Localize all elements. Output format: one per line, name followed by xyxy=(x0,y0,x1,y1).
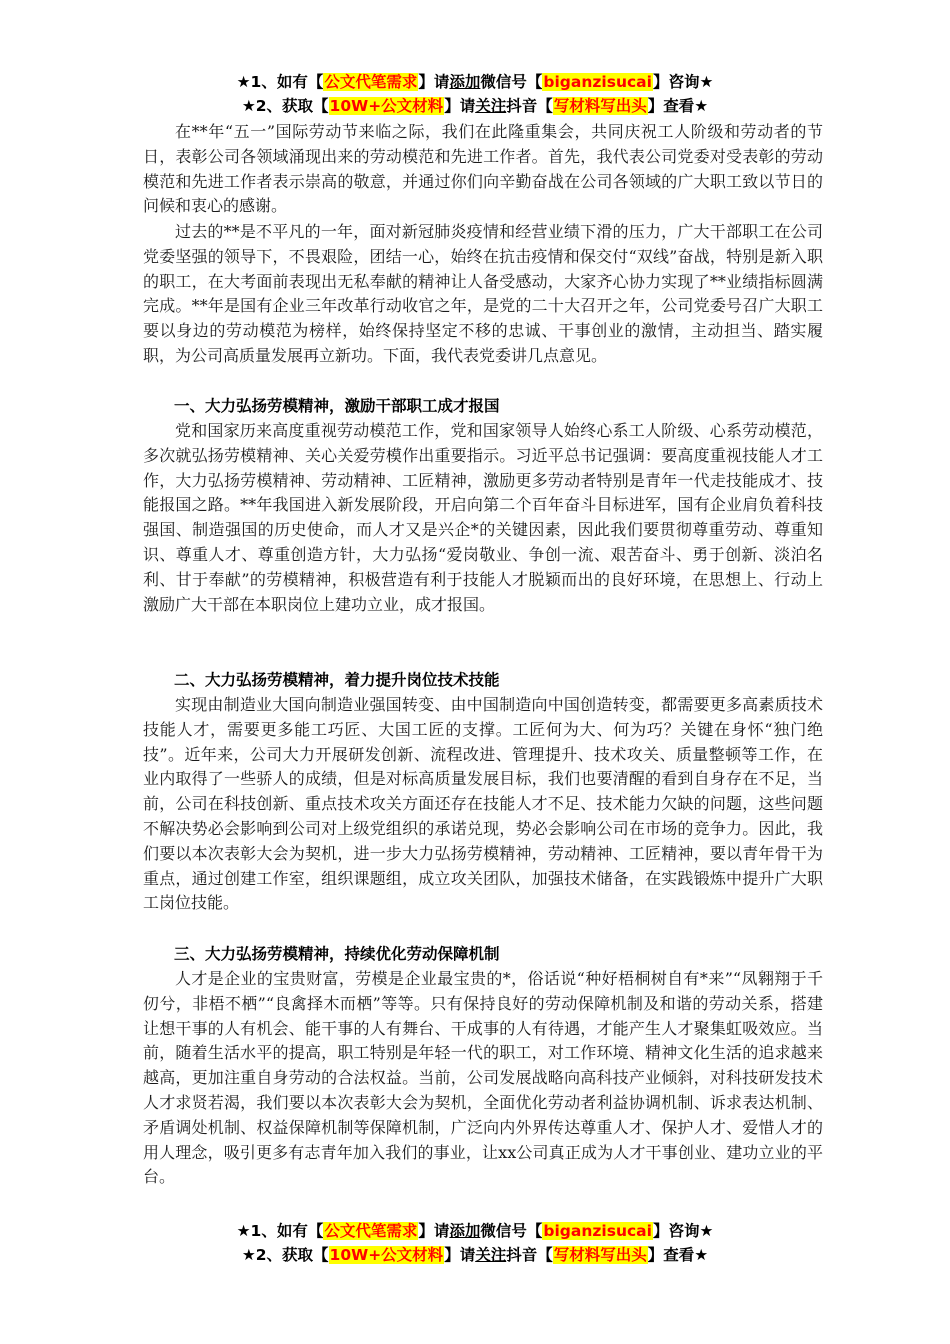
bottom-banner-line-2 xyxy=(0,1243,950,1267)
paragraph-section-3: 人才是企业的宝贵财富，劳模是企业最宝贵的*，俗话说“种好梧桐树自有*来”“凤翱翔于千仞兮，非梧不栖”“良禽择木而栖”等等。只有保持良好的劳动保障机制及和谐的劳动关系，搭建让想干事的人有机会、能干事的人有舞台、干成事的人有待遇，才能产生人才聚集虹吸效应。当前，随着生活水平的提高，职工特别是年轻一代的职工，对工作环境、精神文化生活的追求越来越高，更加注重自身劳动的合法权益。当前，公司发展战略向高科技产业倾斜，对科技研发技术人才求贤若渴，我们要以本次表彰大会为契机，全面优化劳动者利益协调机制、诉求表达机制、矛盾调处机制、权益保障机制等保障机制，广泛向内外界传达尊重人才、保护人才、爱惜人才的用人理念，吸引更多有志青年加入我们的事业，让xx公司真正成为人才干事创业、建功立业的平台。 xyxy=(143,969,823,1187)
highlight-douyin-id: 写材料写出头 xyxy=(553,97,647,115)
banner-text: ★2、获取【 xyxy=(241,1246,329,1264)
banner-text: 】请 xyxy=(444,1246,476,1264)
banner-text: 微信号【 xyxy=(480,73,543,91)
banner-text: 微信号【 xyxy=(480,1222,543,1240)
underlined-word: 关注 xyxy=(475,1246,507,1264)
banner-text: 】查看★ xyxy=(647,1246,709,1264)
underlined-word: 添加 xyxy=(449,73,481,91)
banner-text: ★1、如有【 xyxy=(236,73,324,91)
paragraph-past-year: 过去的**是不平凡的一年，面对新冠肺炎疫情和经营业绩下滑的压力，广大干部职工在公司党委坚强的领导下，不畏艰险，团结一心，始终在抗击疫情和保交付“双线”奋战，特别是新入职的职工，在大考面前表现出无私奉献的精神让人备受感动，大家齐心协力实现了**业绩指标圆满完成。**年是国有企业三年改革行动收官之年，是党的二十大召开之年，公司党委号召广大职工要以身边的劳动模范为榜样，始终保持坚定不移的忠诚、干事创业的激情，主动担当、踏实履职，为公司高质量发展再立新功。下面，我代表党委讲几点意见。 xyxy=(143,222,823,365)
bottom-banner-line-1 xyxy=(0,1219,950,1243)
banner-text: 】请 xyxy=(444,97,476,115)
underlined-word: 关注 xyxy=(475,97,507,115)
banner-text: 抖音【 xyxy=(506,97,553,115)
section-heading-1: 一、大力弘扬劳模精神，激励干部职工成才报国 xyxy=(174,397,500,415)
highlight-materials: 10W+公文材料 xyxy=(329,1246,444,1264)
highlight-service: 公文代笔需求 xyxy=(324,1222,418,1240)
paragraph-section-1: 党和国家历来高度重视劳动模范工作，党和国家领导人始终心系工人阶级、心系劳动模范，多次就弘扬劳模精神、关心关爱劳模作出重要指示。习近平总书记强调：要高度重视技能人才工作，大力弘扬劳模精神、劳动精神、工匠精神，激励更多劳动者特别是青年一代走技能成才、技能报国之路。**年我国进入新发展阶段，开启向第二个百年奋斗目标进军，国有企业肩负着科技强国、制造强国的历史使命，而人才又是兴企*的关键因素，因此我们要贯彻尊重劳动、尊重知识、尊重人才、尊重创造方针，大力弘扬“爱岗敬业、争创一流、艰苦奋斗、勇于创新、淡泊名利、甘于奉献”的劳模精神，积极营造有利于技能人才脱颖而出的良好环境，在思想上、行动上激励广大干部在本职岗位上建功立业，成才报国。 xyxy=(143,421,823,614)
highlight-service: 公文代笔需求 xyxy=(324,73,418,91)
banner-text: 】查看★ xyxy=(647,97,709,115)
banner-text: 】请 xyxy=(418,73,450,91)
section-heading-2: 二、大力弘扬劳模精神，着力提升岗位技术技能 xyxy=(174,671,500,689)
banner-text: 】请 xyxy=(418,1222,450,1240)
paragraph-intro: 在**年“五一”国际劳动节来临之际，我们在此隆重集会，共同庆祝工人阶级和劳动者的节日，表彰公司各领域涌现出来的劳动模范和先进工作者。首先，我代表公司党委对受表彰的劳动模范和先进工作者表示崇高的敬意，并通过你们向辛勤奋战在公司各领域的广大职工致以节日的问候和衷心的感谢。 xyxy=(143,122,823,216)
top-banner-line-2 xyxy=(0,94,950,118)
paragraph-section-2: 实现由制造业大国向制造业强国转变、由中国制造向中国创造转变，都需要更多高素质技术技能人才，需要更多能工巧匠、大国工匠的支撑。工匠何为大、何为巧？关键在身怀“独门绝技”。近年来，公司大力开展研发创新、流程改进、管理提升、技术攻关、质量整顿等工作，在业内取得了一些骄人的成绩，但是对标高质量发展目标，我们也要清醒的看到自身存在不足，当前，公司在科技创新、重点技术攻关方面还存在技能人才不足、技术能力欠缺的问题，这些问题不解决势必会影响到公司对上级党组织的承诺兑现，势必会影响公司在市场的竞争力。因此，我们要以本次表彰大会为契机，进一步大力弘扬劳模精神，劳动精神、工匠精神，要以青年骨干为重点，通过创建工作室，组织课题组，成立攻关团队，加强技术储备，在实践锻炼中提升广大职工岗位技能。 xyxy=(143,695,823,913)
banner-text: ★1、如有【 xyxy=(236,1222,324,1240)
highlight-douyin-id: 写材料写出头 xyxy=(553,1246,647,1264)
highlight-wechat-id: biganzisucai xyxy=(543,73,652,91)
section-heading-3: 三、大力弘扬劳模精神，持续优化劳动保障机制 xyxy=(174,945,500,963)
highlight-materials: 10W+公文材料 xyxy=(329,97,444,115)
highlight-wechat-id: biganzisucai xyxy=(543,1222,652,1240)
banner-text: ★2、获取【 xyxy=(241,97,329,115)
underlined-word: 添加 xyxy=(449,1222,481,1240)
banner-text: 抖音【 xyxy=(506,1246,553,1264)
top-banner-line-1 xyxy=(0,70,950,94)
banner-text: 】咨询★ xyxy=(652,73,714,91)
banner-text: 】咨询★ xyxy=(652,1222,714,1240)
